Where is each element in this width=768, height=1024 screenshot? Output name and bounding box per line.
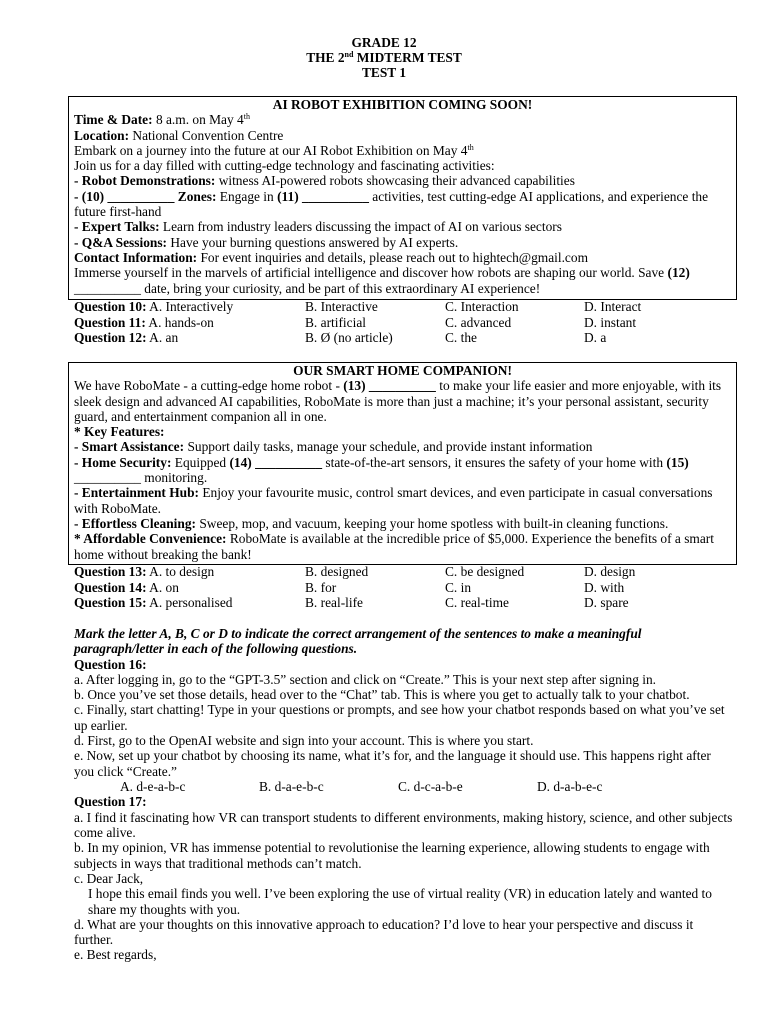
demo-line: - Robot Demonstrations: witness AI-powered robots showcasing their advanced capabilities [74, 173, 575, 189]
exhibition-ad-title: AI ROBOT EXHIBITION COMING SOON! [272, 97, 533, 112]
option-c: C. the [445, 330, 477, 345]
assist-line: - Smart Assistance: Support daily tasks, manage your schedule, and provide instant information [74, 439, 593, 455]
questions-13-15 [74, 564, 734, 611]
exhibition-ad-box [68, 96, 737, 300]
security-line: - Home Security: Equipped (14) __________ state-of-the-art sensors, it ensures the safety of your home with (15) __________ monitoring. [74, 454, 689, 486]
option-c: C. in [445, 579, 472, 595]
embark-line: Embark on a journey into the future at our AI Robot Exhibition on May 4th [74, 142, 474, 158]
test-number: TEST 1 [361, 65, 407, 80]
q16-option-b: B. d-a-e-b-c [259, 778, 324, 794]
option-c: C. be designed [445, 564, 525, 579]
option-b: B. Ø (no article) [305, 330, 393, 345]
qa-line: - Q&A Sessions: Have your burning questions answered by AI experts. [74, 234, 459, 250]
q17-sentence-d: d. What are your thoughts on this innovative approach to education? I’d love to hear your perspective and discuss it further. [74, 916, 694, 948]
q16-option-c: C. d-c-a-b-e [398, 778, 463, 794]
price-line: * Affordable Convenience: RoboMate is available at the incredible price of $5,000. Experience the benefits of a smart home without breaking the bank! [74, 531, 714, 562]
option-d: D. with [584, 579, 625, 595]
features-heading: * Key Features: [74, 424, 165, 440]
option-b: B. for [305, 579, 337, 595]
smart-home-ad-box [68, 362, 737, 565]
q16-option-d: D. d-a-b-e-c [537, 778, 603, 794]
cleaning-line: - Effortless Cleaning: Sweep, mop, and vacuum, keeping your home spotless with built-in cleaning functions. [74, 515, 669, 531]
zones-line: - (10) __________ Zones: Engage in (11) __________ activities, test cutting-edge AI applications, and experience the future first-hand [74, 188, 709, 220]
question-row: Question 10: A. Interactively B. Interactive C. Interaction D. Interact [74, 299, 642, 314]
question-row: Question 11: A. hands-on B. artificial C. advanced D. instant [74, 314, 637, 330]
question-row: Question 14: A. on B. for C. in D. with [74, 579, 625, 595]
talks-line: - Expert Talks: Learn from industry leaders discussing the impact of AI on various sectors [74, 219, 562, 235]
midterm-title: THE 2nd MIDTERM TEST [306, 50, 462, 65]
option-d: D. a [584, 330, 607, 345]
q17-sentence-a: a. I find it fascinating how VR can transport students to different environments, making history, science, and other subjects come alive. [74, 809, 733, 841]
option-b: B. Interactive [305, 299, 378, 314]
option-d: D. spare [584, 595, 629, 610]
q16-options [74, 779, 734, 795]
immerse-line: Immerse yourself in the marvels of artificial intelligence and discover how robots are shaping our world. Save (12) __________ date, bring your curiosity, and be part of this extraordinary AI experience! [74, 265, 690, 296]
question-row: Question 12: A. an B. Ø (no article) C. the D. a [74, 330, 607, 345]
q17-sentence-c-body: I hope this email finds you well. I’ve been exploring the use of virtual reality (VR) in education lately and wanted to share my thoughts with you. [88, 886, 712, 917]
q16-sentence-e: e. Now, set up your chatbot by choosing its name, what it’s for, and the language it should use. This happens right after you click “Create.” [74, 748, 711, 779]
smart-home-ad-title: OUR SMART HOME COMPANION! [293, 363, 512, 378]
arrangement-instruction: Mark the letter A, B, C or D to indicate the correct arrangement of the sentences to make a meaningful paragraph/letter in each of the following questions. [74, 626, 642, 657]
option-c: C. advanced [445, 314, 512, 330]
question-row: Question 15: A. personalised B. real-life C. real-time D. spare [74, 595, 629, 610]
q16-sentence-a: a. After logging in, go to the “GPT-3.5” section and click on “Create.” This is your next step after signing in. [74, 671, 656, 687]
q17-sentence-b: b. In my opinion, VR has immense potential to revolutionise the learning experience, allowing students to engage with subjects in ways that traditional methods can’t match. [74, 840, 710, 871]
arrangement-section [74, 626, 734, 963]
q16-sentence-d: d. First, go to the OpenAI website and sign into your account. This is where you start. [74, 733, 534, 749]
option-b: B. real-life [305, 595, 363, 610]
test-header [0, 35, 768, 80]
option-b: B. designed [305, 564, 369, 579]
q16-sentence-c: c. Finally, start chatting! Type in your questions or prompts, and see how your chatbot responds based on what you’ve set up earlier. [74, 702, 725, 733]
option-d: D. instant [584, 314, 637, 330]
entertainment-line: - Entertainment Hub: Enjoy your favourite music, control smart devices, and even participate in casual conversations with RoboMate. [74, 485, 713, 516]
question-16-label: Question 16: [74, 656, 147, 672]
q16-sentence-b: b. Once you’ve set those details, head over to the “Chat” tab. This is where you get to actually talk to your chatbot. [74, 687, 690, 703]
questions-10-12 [74, 299, 734, 346]
question-17-label: Question 17: [74, 794, 147, 810]
option-c: C. real-time [445, 595, 509, 610]
time-date-line: Time & Date: 8 a.m. on May 4th [74, 112, 250, 128]
question-row: Question 13: A. to design B. designed C. be designed D. design [74, 564, 636, 579]
option-d: D. Interact [584, 299, 642, 314]
contact-line: Contact Information: For event inquiries and details, please reach out to hightech@gmail.com [74, 249, 588, 265]
location-line: Location: National Convention Centre [74, 127, 284, 143]
intro-paragraph: We have RoboMate - a cutting-edge home robot - (13) __________ to make your life easier and more enjoyable, with its sleek design and advanced AI capabilities, RoboMate is more than just a machine; it’s your personal assistant, security guard, and entertainment companion all in one. [74, 378, 722, 424]
join-line: Join us for a day filled with cutting-edge technology and fascinating activities: [74, 158, 495, 174]
option-d: D. design [584, 564, 636, 579]
q17-sentence-e: e. Best regards, [74, 947, 157, 963]
option-c: C. Interaction [445, 299, 519, 314]
q16-option-a: A. d-e-a-b-c [120, 778, 186, 794]
q17-sentence-c: c. Dear Jack, [74, 870, 144, 886]
option-b: B. artificial [305, 314, 366, 330]
grade-title: GRADE 12 [351, 35, 417, 50]
